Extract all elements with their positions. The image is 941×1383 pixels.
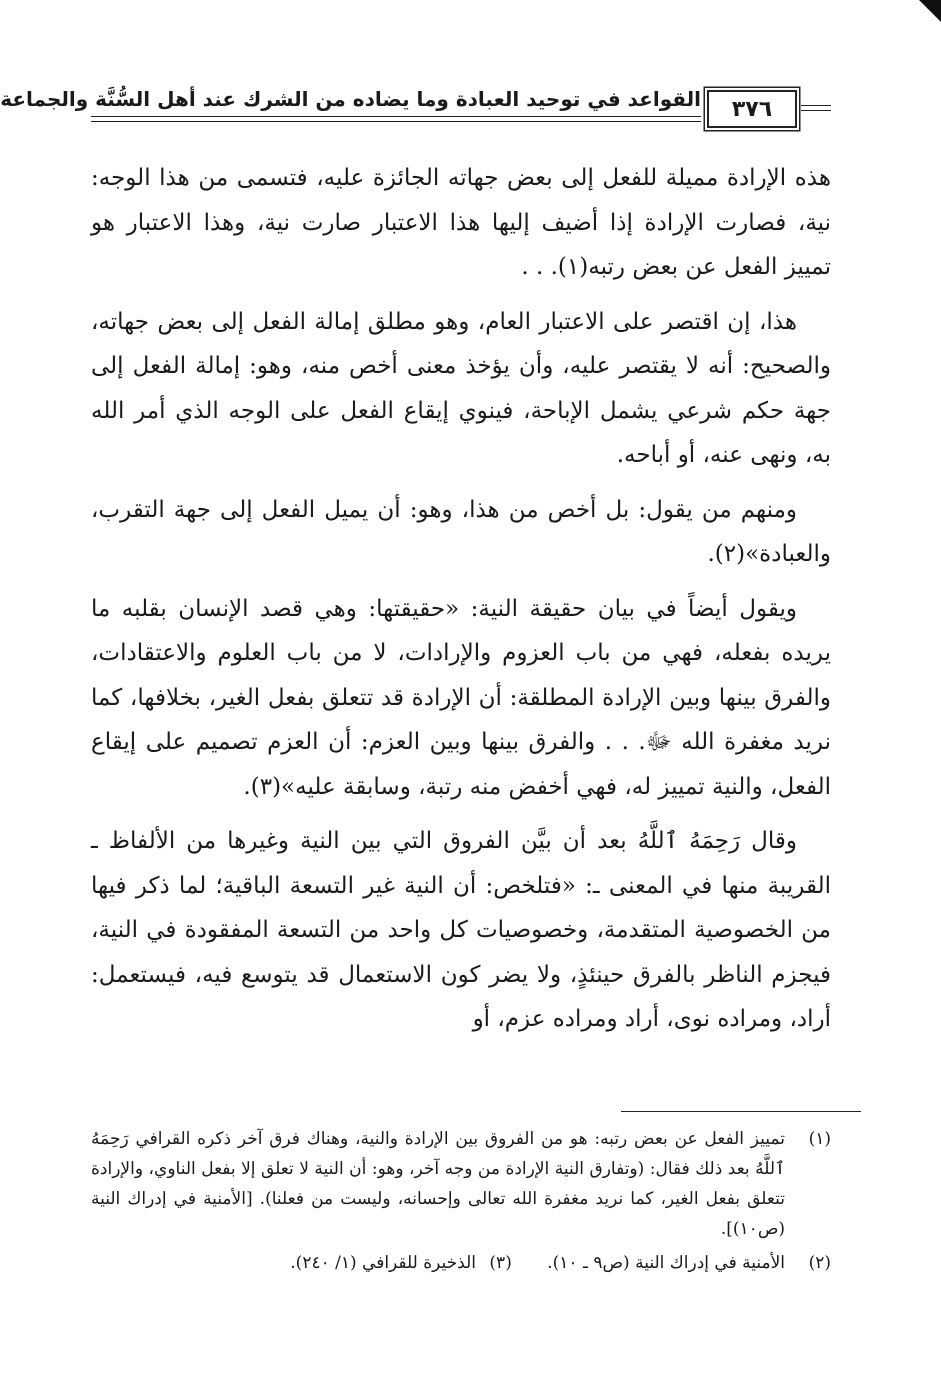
header-rule-bottom — [91, 121, 701, 122]
book-title: القواعد في توحيد العبادة وما يضاده من الشرك عند أهل السُّنَّة والجماعة — [0, 87, 701, 111]
header-rule-top — [91, 116, 701, 117]
page-number-rule-bottom — [801, 110, 831, 111]
footnote — [91, 1124, 831, 1244]
page-number-rule-top — [801, 105, 831, 106]
running-header — [0, 82, 831, 142]
footnote-text: الأمنية في إدراك النية (ص٩ ـ ١٠). — [547, 1253, 785, 1273]
footnotes — [91, 1124, 831, 1282]
footnote-text: الذخيرة للقرافي (١/ ٢٤٠). — [290, 1253, 476, 1273]
paragraph: ويقول أيضاً في بيان حقيقة النية: «حقيقتها: وهي قصد الإنسان بقلبه ما يريده بفعله، فهي من باب العزوم والإرادات، لا من باب العلوم والاعتقادات، والفرق بينها وبين الإرادة المطلقة: أن الإرادة قد تتعلق بفعل الغير، بخلافها، كما نريد مغفرة الله ﷻ. . . والفرق بينها وبين العزم: أن العزم تصميم على إيقاع الفعل، والنية تمييز له، فهي أخفض منه رتبة، وسابقة عليه»(٣). — [91, 595, 831, 800]
paragraph: ومنهم من يقول: بل أخص من هذا، وهو: أن يميل الفعل إلى جهة التقرب، والعبادة»(٢). — [91, 496, 831, 567]
footnote — [91, 1248, 831, 1278]
paragraph: هذا، إن اقتصر على الاعتبار العام، وهو مطلق إمالة الفعل إلى بعض جهاته، والصحيح: أنه لا يقتصر عليه، وأن يؤخذ معنى أخص منه، وهو: إمالة الفعل إلى جهة حكم شرعي يشمل الإباحة، فينوي إيقاع الفعل على الوجه الذي أمر الله به، ونهى عنه، أو أباحه. — [91, 308, 831, 468]
footnote-number: (٣) — [489, 1253, 512, 1273]
paragraph: هذه الإرادة مميلة للفعل إلى بعض جهاته الجائزة عليه، فتسمى من هذا الوجه: نية، فصارت الإرادة إذا أضيف إليها هذا الاعتبار صارت نية، وهذا الاعتبار هو تمييز الفعل عن بعض رتبه(١). . . — [91, 165, 831, 280]
main-text — [91, 156, 831, 1052]
paragraph: وقال رَحِمَهُ ٱللَّهُ بعد أن بيَّن الفروق التي بين النية وغيرها من الألفاظ ـ القريبة منها في المعنى ـ: «فتلخص: أن النية غير التسعة الباقية؛ لما ذكر فيها من الخصوصية المتقدمة، وخصوصيات كل واحد من التسعة المفقودة في النية، فيجزم الناظر بالفرق حينئذٍ، ولا يضر كون الاستعمال قد يتوسع فيه، فيستعمل: أراد، ومراده نوى، أراد ومراده عزم، أو — [91, 828, 831, 1032]
page-number-frame — [707, 90, 797, 128]
page-corner-mark — [919, 0, 941, 22]
footnote-number: (١) — [808, 1129, 831, 1149]
footnote-text: تمييز الفعل عن بعض رتبه: هو من الفروق بين الإرادة والنية، وهناك فرق آخر ذكره القرافي رَحِمَهُ ٱللَّهُ بعد ذلك فقال: (وتفارق النية الإرادة من وجه آخر، وهو: أن النية لا تعلق إلا بفعل الناوي، والإرادة تتعلق بفعل الغير، كما نريد مغفرة الله تعالى وإحسانه، وليست من فعلنا). [الأمنية في إدراك النية (ص١٠)]. — [91, 1129, 785, 1239]
page-number: ٣٧٦ — [731, 96, 773, 122]
footnote-separator — [621, 1111, 861, 1112]
footnote-number: (٢) — [808, 1253, 831, 1273]
